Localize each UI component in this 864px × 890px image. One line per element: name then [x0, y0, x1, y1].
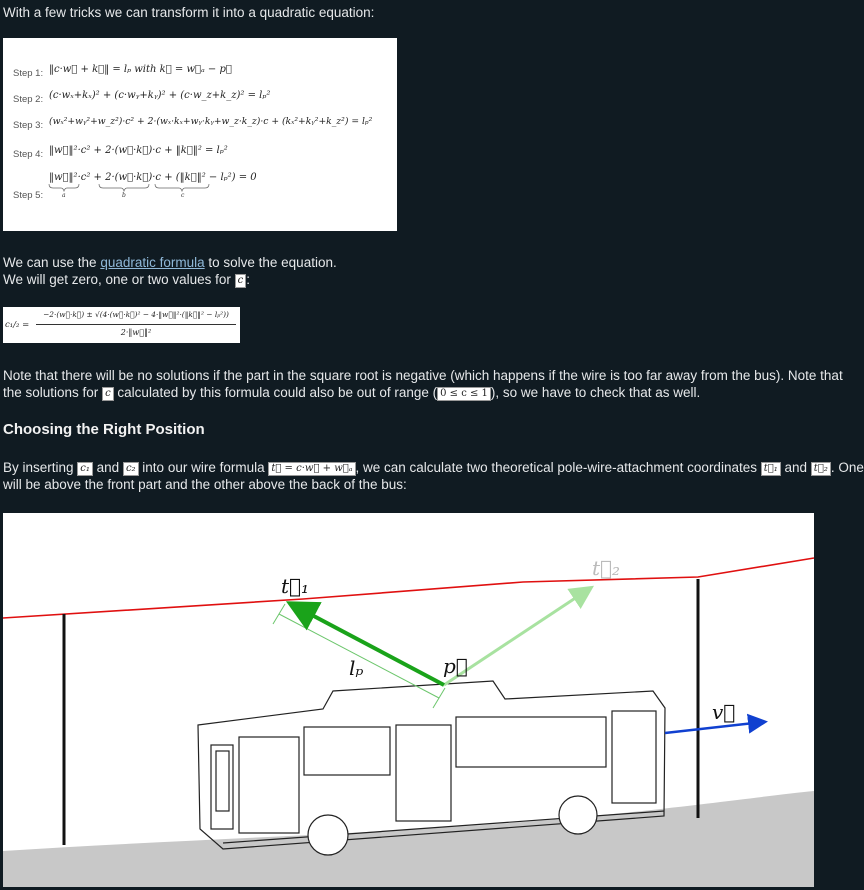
- range-chip: 0 ≤ c ≤ 1: [437, 387, 491, 401]
- step-3-label: Step 3:: [13, 120, 44, 131]
- step-2-equation: (c·wₓ+kₓ)² + (c·wᵧ+kᵧ)² + (c·w_z+k_z)² = lₚ²: [49, 90, 271, 101]
- quadratic-formula-image: [3, 307, 240, 343]
- label-v: v⃗: [712, 700, 736, 724]
- step-4-equation: ‖w⃗‖²·c² + 2·(w⃗·k⃗)·c + ‖k⃗‖² = lₚ²: [49, 145, 228, 156]
- para1-line2-end: :: [246, 272, 250, 287]
- formula-lhs: c₁/₂ =: [5, 320, 30, 330]
- paragraph-quadratic: [3, 254, 337, 271]
- formula-numerator: −2·(w⃗·k⃗) ± √(4·(w⃗·k⃗)² − 4·‖w⃗‖²·(‖k⃗‖² − lₚ²)): [43, 310, 229, 319]
- step-1-equation: ‖c·w⃗ + k⃗‖ = lₚ with k⃗ = w⃗ₐ − p⃗: [49, 64, 232, 75]
- brace-label-a: a: [62, 192, 66, 199]
- para3-b: and: [92, 460, 123, 475]
- overhead-wire: [3, 558, 814, 618]
- step-5-equation: ‖w⃗‖²·c² + 2·(w⃗·k⃗)·c + (‖k⃗‖² − lₚ²) = 0: [49, 172, 257, 183]
- para3-d: , we can calculate two theoretical pole-wire-attachment coordinates: [355, 460, 761, 475]
- formula-denominator: 2·‖w⃗‖²: [120, 328, 152, 337]
- step-4-label: Step 4:: [13, 149, 44, 160]
- step-5-label: Step 5:: [13, 190, 44, 201]
- step-2-label: Step 2:: [13, 94, 44, 105]
- ground: [3, 791, 814, 887]
- intro-text: With a few tricks we can transform it into a quadratic equation:: [3, 5, 375, 20]
- t2-chip: t⃗₂: [811, 462, 831, 476]
- wheel-rear: [308, 815, 348, 855]
- para1-line2: We will get zero, one or two values for: [3, 272, 235, 287]
- wheel-front: [559, 796, 597, 834]
- brace-label-b: b: [122, 192, 126, 199]
- paragraph-inserting-line1: [3, 459, 864, 476]
- para1-before-link: We can use the: [3, 255, 101, 270]
- step-3-equation: (wₓ²+wᵧ²+w_z²)·c² + 2·(wₓ·kₓ+wᵧ·kᵧ+w_z·k_z)·c + (kₓ²+kᵧ²+k_z²) = lₚ²: [49, 116, 373, 127]
- paragraph-note-line1: Note that there will be no solutions if the part in the square root is negative (which happens if the wire is too far away from the bus). Note that: [3, 368, 843, 383]
- steps-image: [3, 38, 397, 231]
- para2-line2-c: ), so we have to check that as well.: [490, 385, 701, 400]
- fraction-bar: [36, 324, 236, 325]
- label-lp: lₚ: [349, 656, 364, 680]
- para3-e: and: [780, 460, 811, 475]
- label-p: p⃗: [443, 654, 468, 678]
- paragraph-values: [3, 271, 250, 288]
- paragraph-inserting-line2: will be above the front part and the other above the back of the bus:: [3, 477, 407, 492]
- underbraces: [3, 38, 397, 231]
- label-t2: t⃗₂: [592, 556, 621, 580]
- c2-chip: c₂: [123, 462, 139, 476]
- vector-t1: [293, 605, 444, 685]
- para3-a: By inserting: [3, 460, 78, 475]
- para2-line2-a: the solutions for: [3, 385, 103, 400]
- c-chip-2: c: [102, 387, 114, 401]
- label-t1: t⃗₁: [281, 574, 310, 598]
- t1-chip: t⃗₁: [761, 462, 781, 476]
- para3-f: . One: [830, 460, 864, 475]
- brace-label-c: c: [181, 192, 185, 199]
- bus-diagram: [3, 513, 814, 887]
- wire-formula-chip: t⃗ = c·w⃗ + w⃗ₐ: [268, 462, 355, 476]
- quadratic-formula-link[interactable]: quadratic formula: [100, 255, 205, 270]
- section-heading: Choosing the Right Position: [3, 421, 205, 438]
- paragraph-note-line2: [3, 384, 700, 401]
- para2-line2-b: calculated by this formula could also be out of range (: [113, 385, 438, 400]
- c-chip: c: [235, 274, 247, 288]
- para3-c: into our wire formula: [138, 460, 269, 475]
- para1-after-link: to solve the equation.: [204, 255, 337, 270]
- c1-chip: c₁: [77, 462, 93, 476]
- bus-diagram-svg: [3, 513, 814, 887]
- step-1-label: Step 1:: [13, 68, 44, 79]
